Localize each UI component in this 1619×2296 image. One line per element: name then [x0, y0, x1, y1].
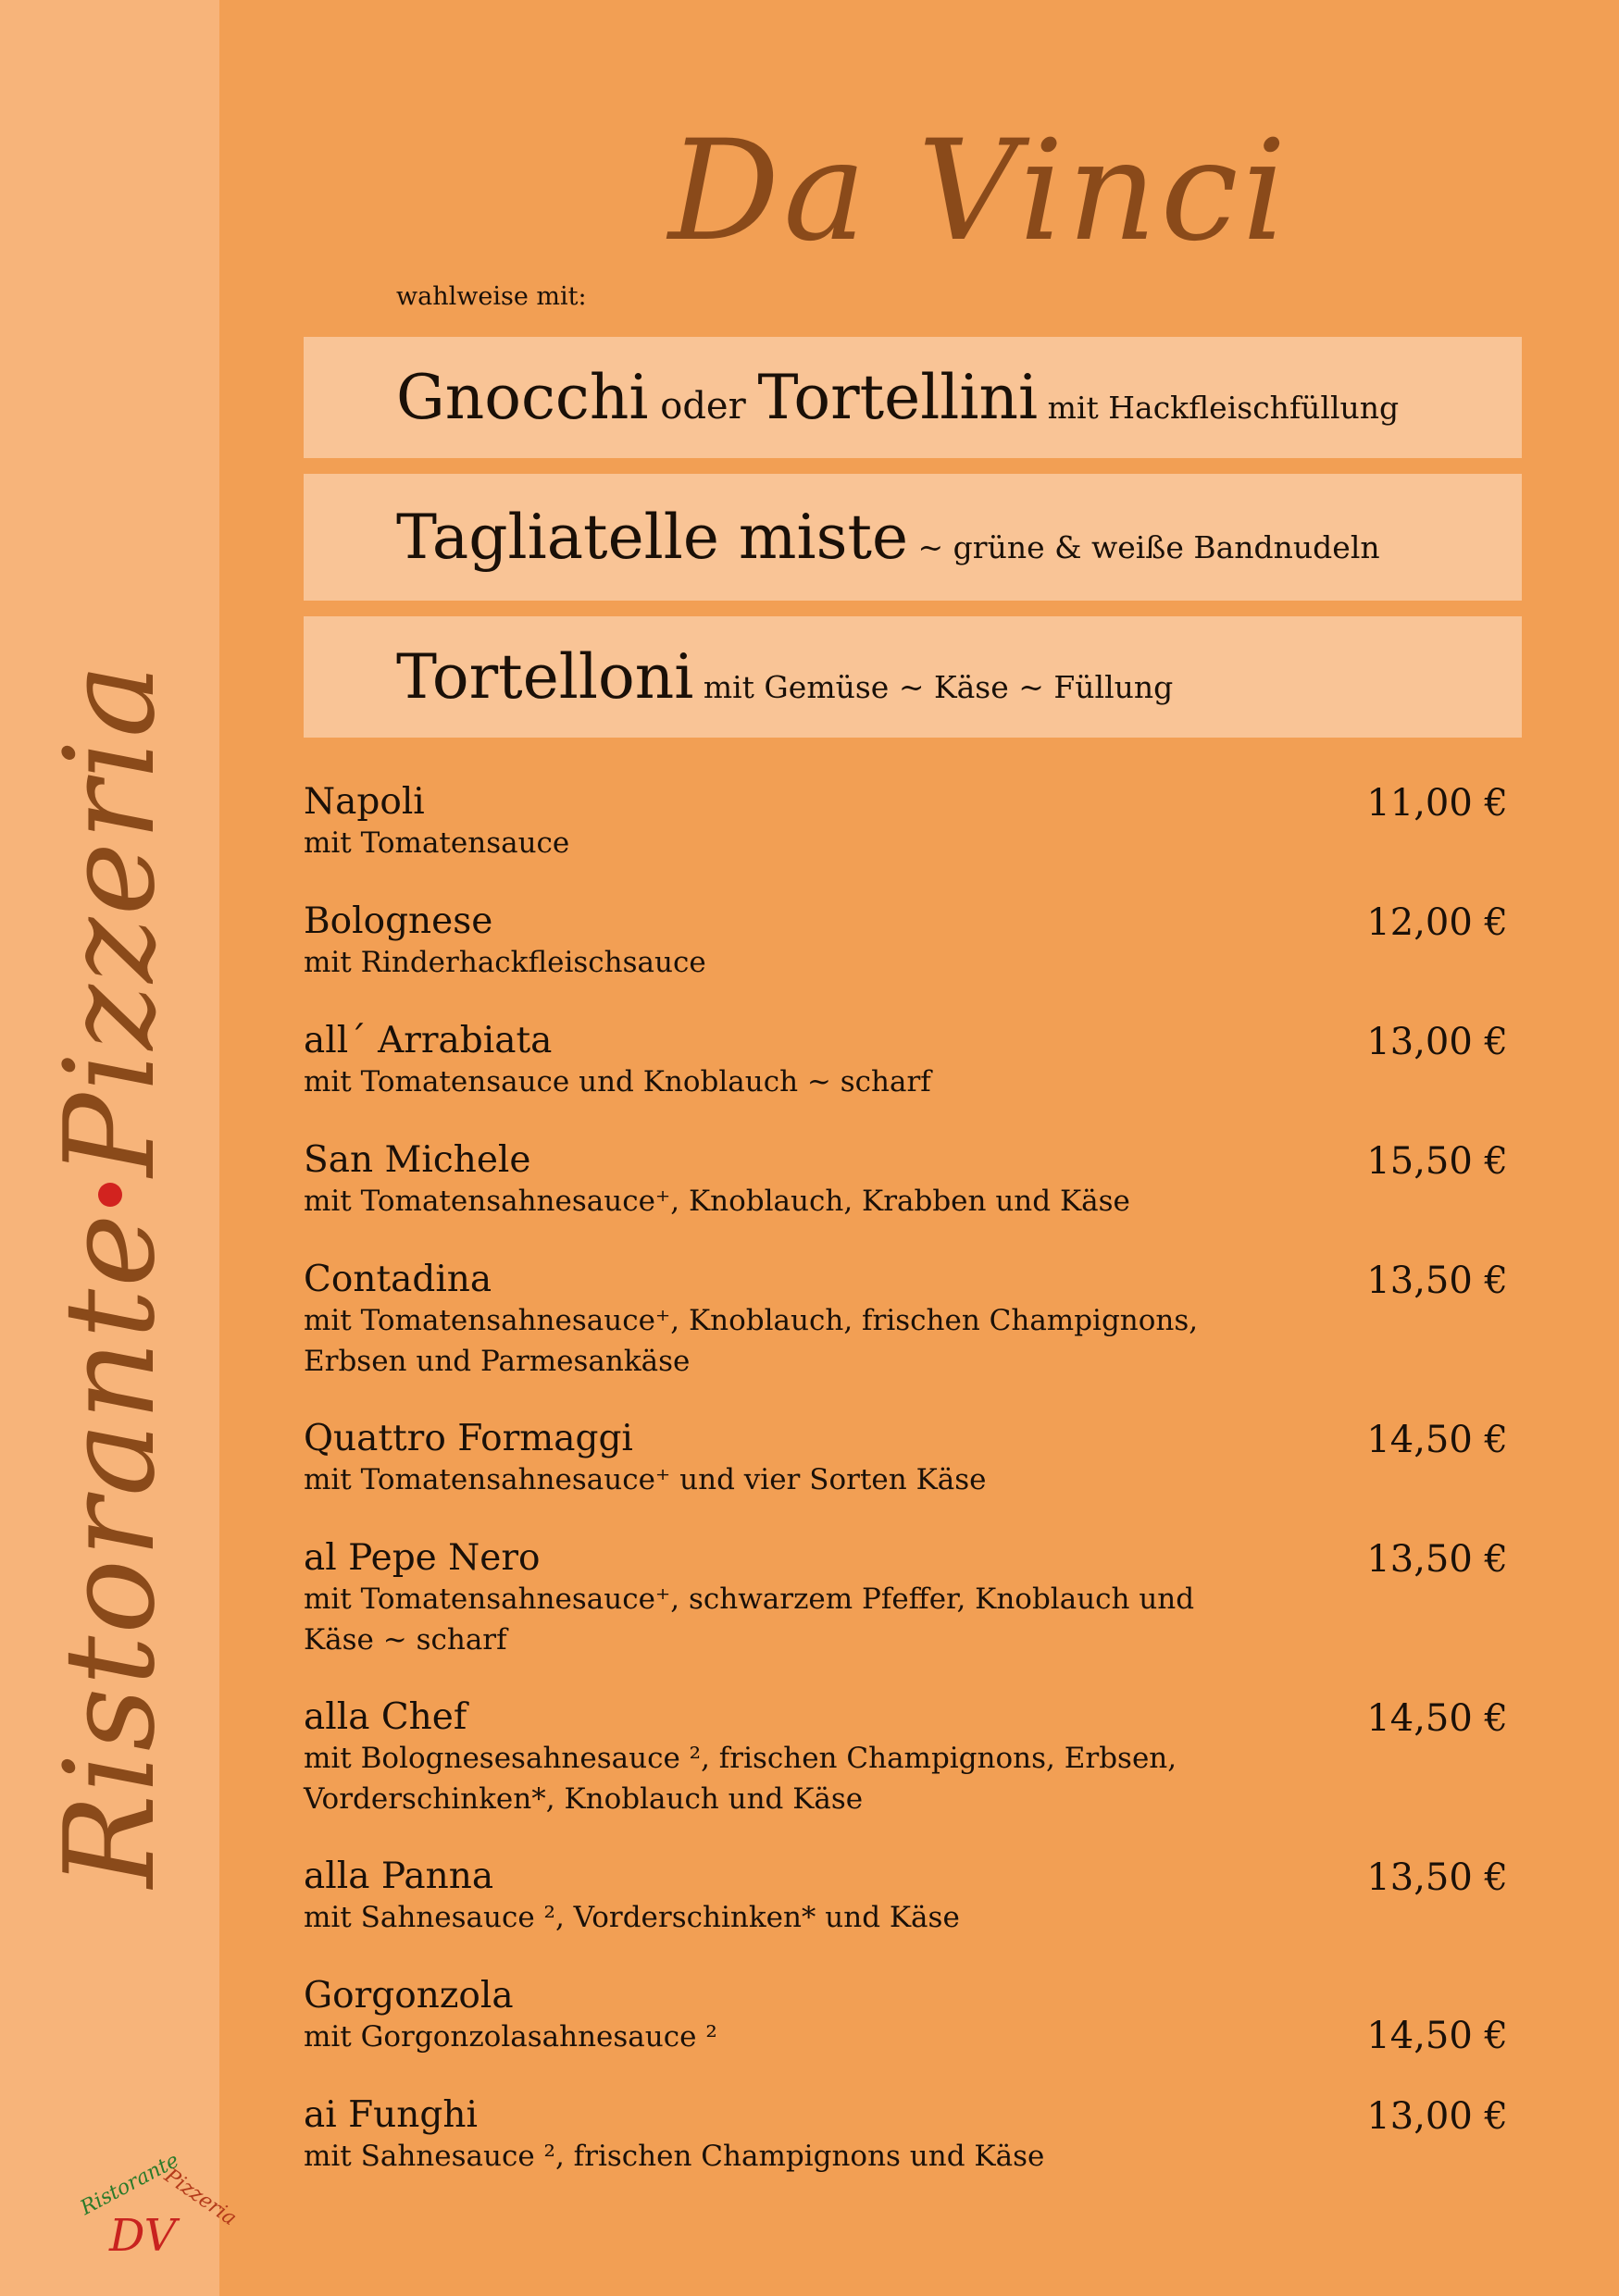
dish-name: al Pepe Nero: [304, 1537, 541, 1579]
pasta-option-band: [304, 616, 1522, 738]
dish-name: all´ Arrabiata: [304, 1020, 553, 1061]
dish-price: 14,50 €: [1366, 1697, 1508, 1740]
red-dot-icon: [98, 1183, 122, 1207]
choice-label: wahlweise mit:: [396, 282, 587, 311]
pasta-option-name: Gnocchi oder Tortellini mit Hackfleischfüllung: [396, 362, 1400, 433]
restaurant-title: Da Vinci: [668, 111, 1290, 272]
dish-price: 13,50 €: [1366, 1856, 1508, 1899]
menu-item: [304, 2095, 1507, 2177]
dish-name: Bolognese: [304, 900, 493, 942]
menu-item: [304, 782, 1507, 863]
dish-name: alla Chef: [304, 1696, 467, 1738]
dish-price: 13,00 €: [1366, 2095, 1508, 2138]
menu-item: [304, 1856, 1507, 1938]
side-word-pizzeria: Pizzeria: [37, 662, 182, 1177]
dish-name: Quattro Formaggi: [304, 1418, 633, 1459]
logo-text-pizzeria: Pizzeria: [159, 2164, 241, 2231]
dish-description: mit Tomatensahnesauce⁺ und vier Sorten Käse: [304, 1463, 987, 1496]
dish-price: 12,00 €: [1366, 901, 1508, 944]
dish-description: mit Bolognesesahnesauce ², frischen Champignons, Erbsen, Vorderschinken*, Knoblauch und Käse: [304, 1742, 1177, 1816]
dish-price: 14,50 €: [1366, 1419, 1508, 1461]
menu-item: [304, 1140, 1507, 1222]
menu-item: [304, 1697, 1507, 1819]
pasta-option-band: [304, 337, 1522, 458]
side-banner-text: [0, 0, 219, 1906]
logo-text-ristorante: Ristorante: [76, 2149, 183, 2220]
dish-price: 13,00 €: [1366, 1021, 1508, 1063]
menu-item: [304, 1419, 1507, 1500]
dish-description: mit Sahnesauce ², Vorderschinken* und Käse: [304, 1901, 960, 1934]
dish-name: ai Funghi: [304, 2094, 478, 2136]
dish-price: 15,50 €: [1366, 1140, 1508, 1183]
dish-name: alla Panna: [304, 1855, 494, 1897]
dish-description: mit Tomatensauce und Knoblauch ~ scharf: [304, 1065, 931, 1098]
pasta-option-name: Tagliatelle miste ~ grüne & weiße Bandnudeln: [396, 502, 1380, 573]
menu-item: [304, 901, 1507, 983]
dish-description: mit Sahnesauce ², frischen Champignons und Käse: [304, 2140, 1045, 2173]
dish-description: mit Tomatensauce: [304, 826, 570, 860]
dish-description: mit Gorgonzolasahnesauce ²: [304, 2020, 717, 2054]
menu-item: [304, 1976, 1507, 2057]
dish-name: Contadina: [304, 1259, 492, 1300]
dish-description: mit Tomatensahnesauce⁺, schwarzem Pfeffer, Knoblauch und Käse ~ scharf: [304, 1582, 1195, 1657]
logo-initials: DV: [109, 2210, 177, 2262]
pasta-option-band: [304, 474, 1522, 601]
dish-description: mit Tomatensahnesauce⁺, Knoblauch, frischen Champignons, Erbsen und Parmesankäse: [304, 1304, 1199, 1378]
side-word-ristorante: Ristorante: [37, 1211, 182, 1888]
restaurant-logo: [56, 2149, 241, 2277]
dish-price: 14,50 €: [1366, 2015, 1508, 2057]
dish-name: Napoli: [304, 781, 425, 823]
dish-name: San Michele: [304, 1139, 531, 1181]
dish-price: 11,00 €: [1366, 782, 1508, 825]
dish-price: 13,50 €: [1366, 1538, 1508, 1581]
dish-price: 13,50 €: [1366, 1260, 1508, 1302]
dish-description: mit Tomatensahnesauce⁺, Knoblauch, Krabben und Käse: [304, 1185, 1130, 1218]
menu-item: [304, 1538, 1507, 1660]
dish-description: mit Rinderhackfleischsauce: [304, 946, 706, 979]
menu-item: [304, 1260, 1507, 1382]
dish-name: Gorgonzola: [304, 1975, 514, 2017]
side-banner: [0, 0, 241, 2296]
menu-item: [304, 1021, 1507, 1102]
pasta-option-name: Tortelloni mit Gemüse ~ Käse ~ Füllung: [396, 641, 1174, 713]
